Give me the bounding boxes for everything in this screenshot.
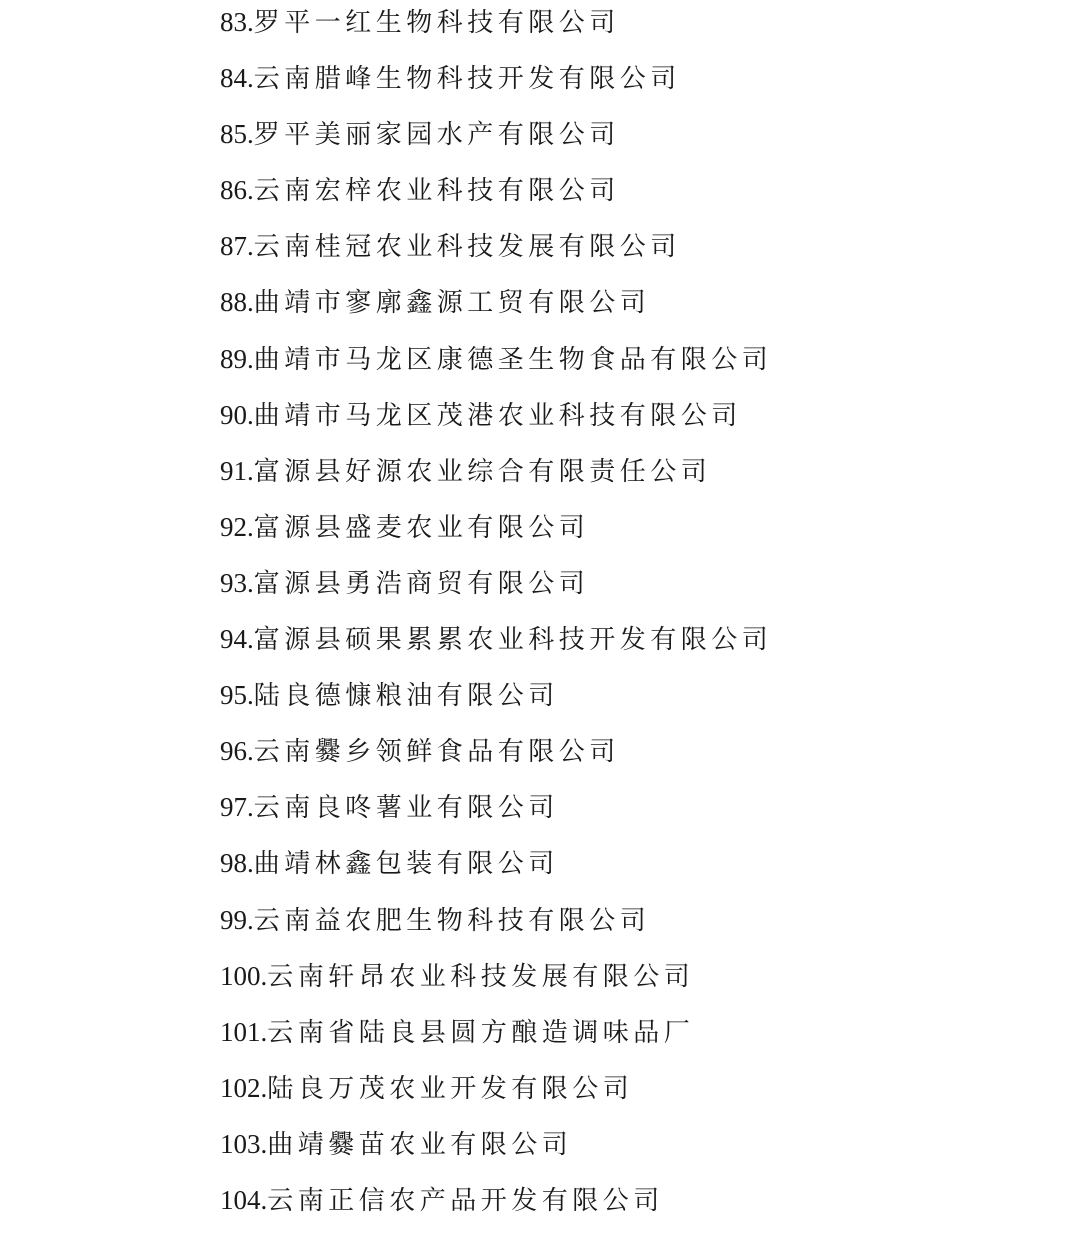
list-item-number: 103. (220, 1128, 268, 1159)
list-item-number: 97. (220, 792, 254, 823)
list-item-name: 曲靖市寥廓鑫源工贸有限公司 (253, 288, 651, 319)
list-item-name: 曲靖市马龙区茂港农业科技有限公司 (253, 400, 742, 431)
list-item (220, 1178, 1060, 1234)
list-item (220, 1122, 1060, 1178)
list-item (220, 0, 1060, 56)
list-item (220, 168, 1060, 224)
list-item-number: 104. (220, 1184, 268, 1215)
list-item-number: 89. (220, 343, 254, 374)
list-item (220, 561, 1060, 617)
list-item (220, 1066, 1060, 1122)
list-item-number: 85. (220, 119, 254, 150)
list-item-name: 富源县盛麦农业有限公司 (253, 512, 590, 543)
company-list (220, 0, 1060, 1234)
list-item (220, 898, 1060, 954)
list-item (220, 280, 1060, 336)
list-item-name: 曲靖爨苗农业有限公司 (267, 1129, 573, 1160)
list-item-name: 富源县硕果累累农业科技开发有限公司 (253, 625, 773, 656)
list-item (220, 1010, 1060, 1066)
list-item-number: 87. (220, 231, 254, 262)
list-item-number: 84. (220, 63, 254, 94)
list-item-number: 96. (220, 736, 254, 767)
list-item-name: 云南腊峰生物科技开发有限公司 (253, 64, 681, 95)
list-item (220, 505, 1060, 561)
list-item-number: 98. (220, 848, 254, 879)
list-item-number: 95. (220, 680, 254, 711)
list-item-name: 云南良咚薯业有限公司 (253, 793, 559, 824)
list-item-name: 云南宏梓农业科技有限公司 (253, 176, 620, 207)
list-item (220, 841, 1060, 897)
list-item-name: 曲靖市马龙区康德圣生物食品有限公司 (253, 344, 773, 375)
list-item (220, 617, 1060, 673)
list-item (220, 224, 1060, 280)
list-item-number: 88. (220, 287, 254, 318)
list-item-number: 99. (220, 904, 254, 935)
list-item-number: 91. (220, 455, 254, 486)
list-item-name: 曲靖林鑫包装有限公司 (253, 849, 559, 880)
list-item-number: 83. (220, 7, 254, 37)
list-item-name: 富源县勇浩商贸有限公司 (253, 568, 590, 599)
list-item (220, 954, 1060, 1010)
list-item-name: 罗平美丽家园水产有限公司 (253, 120, 620, 151)
list-item-name: 云南正信农产品开发有限公司 (267, 1185, 664, 1216)
list-item-number: 101. (220, 1016, 268, 1047)
list-item (220, 56, 1060, 112)
list-item-name: 云南爨乡领鲜食品有限公司 (253, 737, 620, 768)
document-page (220, 0, 1060, 1230)
list-item-name: 罗平一红生物科技有限公司 (253, 8, 620, 38)
list-item (220, 337, 1060, 393)
list-item-number: 100. (220, 960, 268, 991)
list-item-number: 94. (220, 624, 254, 655)
list-item-number: 92. (220, 511, 254, 542)
list-item-name: 富源县好源农业综合有限责任公司 (253, 456, 712, 487)
list-item-number: 102. (220, 1072, 268, 1103)
list-item-name: 云南省陆良县圆方酿造调味品厂 (267, 1017, 695, 1048)
list-item (220, 729, 1060, 785)
list-item-name: 陆良德慷粮油有限公司 (253, 681, 559, 712)
list-item (220, 393, 1060, 449)
list-item (220, 785, 1060, 841)
list-item-number: 93. (220, 567, 254, 598)
list-item-number: 86. (220, 175, 254, 206)
list-item (220, 673, 1060, 729)
list-item (220, 112, 1060, 168)
list-item-name: 云南益农肥生物科技有限公司 (253, 905, 651, 936)
list-item-name: 云南桂冠农业科技发展有限公司 (253, 232, 681, 263)
list-item (220, 449, 1060, 505)
list-item-number: 90. (220, 399, 254, 430)
list-item-name: 陆良万茂农业开发有限公司 (267, 1073, 634, 1104)
list-item-name: 云南轩昂农业科技发展有限公司 (267, 961, 695, 992)
